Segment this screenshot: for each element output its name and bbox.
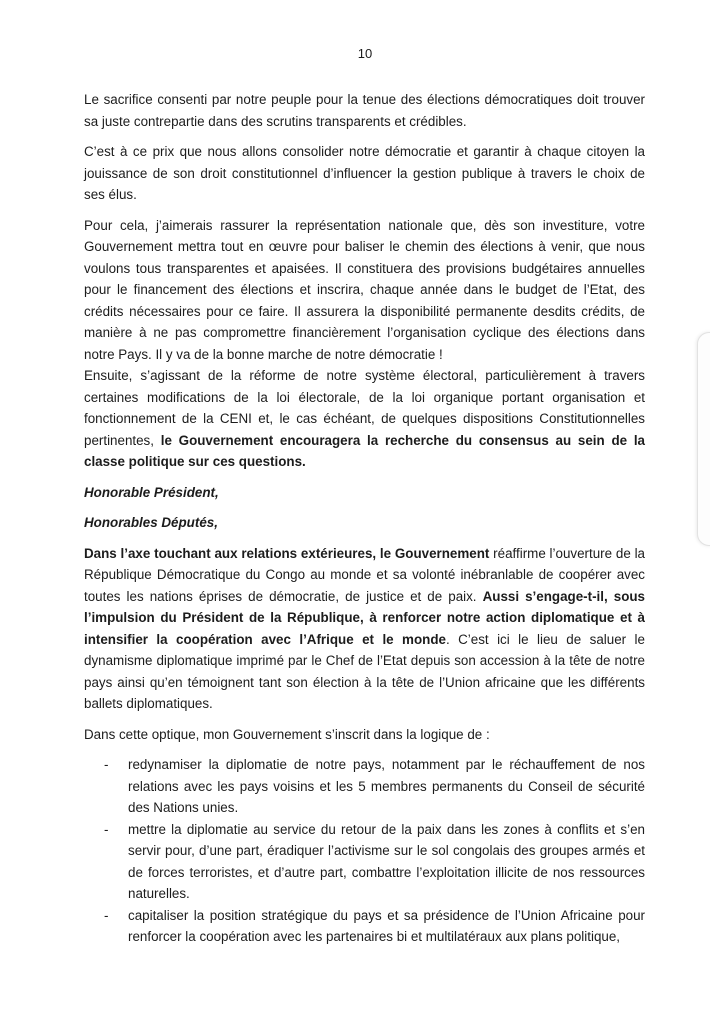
list-item-text: redynamiser la diplomatie de notre pays, notamment par le réchauffement de nos relations avec les pays voisins et les 5 membres permanents du Conseil de sécurité des Nations unies. bbox=[128, 757, 645, 815]
paragraph-5-text-2: . C’est ici le lieu de saluer le dynamisme diplomatique imprimé par le Chef de l’Etat depuis son accession à la tête de notre pays ainsi qu’en témoignent tant son élection à la tête de l’Union africaine que les différents ballets diplomatiques. bbox=[84, 631, 645, 711]
paragraph-4-emphasis: le Gouvernement encouragera la recherche du consensus au sein de la classe politique sur ces questions. bbox=[84, 432, 645, 469]
paragraph-2: C’est à ce prix que nous allons consolider notre démocratie et garantir à chaque citoyen la jouissance de son droit constitutionnel d’influencer la gestion publique à travers le choix de ses élus. bbox=[84, 144, 645, 202]
paragraph-1: Le sacrifice consenti par notre peuple pour la tenue des élections démocratiques doit trouver sa juste contrepartie dans des scrutins transparents et crédibles. bbox=[84, 92, 645, 129]
salutation-president: Honorable Président, bbox=[84, 484, 219, 500]
list-dash: - bbox=[104, 757, 109, 772]
salutation-deputies: Honorables Députés, bbox=[84, 515, 218, 530]
document-body bbox=[84, 89, 645, 948]
page-number: 10 bbox=[357, 46, 373, 61]
paragraph-5-text-1: réaffirme l’ouverture de la République Démocratique du Congo au monde et sa volonté inébranlable de coopérer avec toutes les nations éprises de démocratie, de justice et de paix. bbox=[84, 545, 645, 604]
paragraph-4-text: Ensuite, s’agissant de la réforme de notre système électoral, particulièrement à travers certaines modifications de la loi électorale, de la loi organique portant organisation et fonctionnement de la CENI et, le cas échéant, de quelques dispositions Constitutionnelles pertinentes, bbox=[84, 368, 645, 448]
list-dash: - bbox=[104, 907, 109, 923]
side-scroll-handle[interactable] bbox=[697, 332, 710, 546]
paragraph-5-emphasis-1: Dans l’axe touchant aux relations extérieures, le Gouvernement bbox=[84, 545, 490, 561]
paragraph-3: Pour cela, j’aimerais rassurer la représentation nationale que, dès son investiture, votre Gouvernement mettra tout en œuvre pour baliser le chemin des élections à venir, que nous voulons tous transparentes et apaisées. Il constituera des provisions budgétaires annuelles pour le financement des élections et inscrira, chaque année dans le budget de l’Etat, des crédits nécessaires pour ce faire. Il assurera la disponibilité permanente desdits crédits, de manière à ne pas compromettre financièrement l’organisation cyclique des élections dans notre Pays. Il y va de la bonne marche de notre démocratie ! bbox=[84, 217, 645, 362]
list-item bbox=[84, 905, 645, 948]
paragraph-6: Dans cette optique, mon Gouvernement s’inscrit dans la logique de : bbox=[84, 726, 490, 742]
paragraph-4 bbox=[84, 365, 645, 473]
paragraph-5 bbox=[84, 543, 645, 715]
objectives-list bbox=[84, 754, 645, 948]
list-dash: - bbox=[104, 821, 109, 837]
list-item bbox=[84, 819, 645, 905]
list-item bbox=[84, 754, 645, 819]
paragraph-5-emphasis-2: Aussi s’engage-t-il, sous l’impulsion du Président de la République, à renforcer notre action diplomatique et à intensifier la coopération avec l’Afrique et le monde bbox=[84, 588, 646, 647]
list-item-text: mettre la diplomatie au service du retour de la paix dans les zones à conflits et s’en servir pour, d’une part, éradiquer l’activisme sur le sol congolais des groupes armés et de forces terroristes, et d’autre part, combattre l’exploitation illicite de nos ressources naturelles. bbox=[128, 821, 645, 901]
list-item-text: capitaliser la position stratégique du pays et sa présidence de l’Union Africaine pour renforcer la coopération avec les partenaires bi et multilatéraux aux plans politique, bbox=[128, 907, 645, 944]
